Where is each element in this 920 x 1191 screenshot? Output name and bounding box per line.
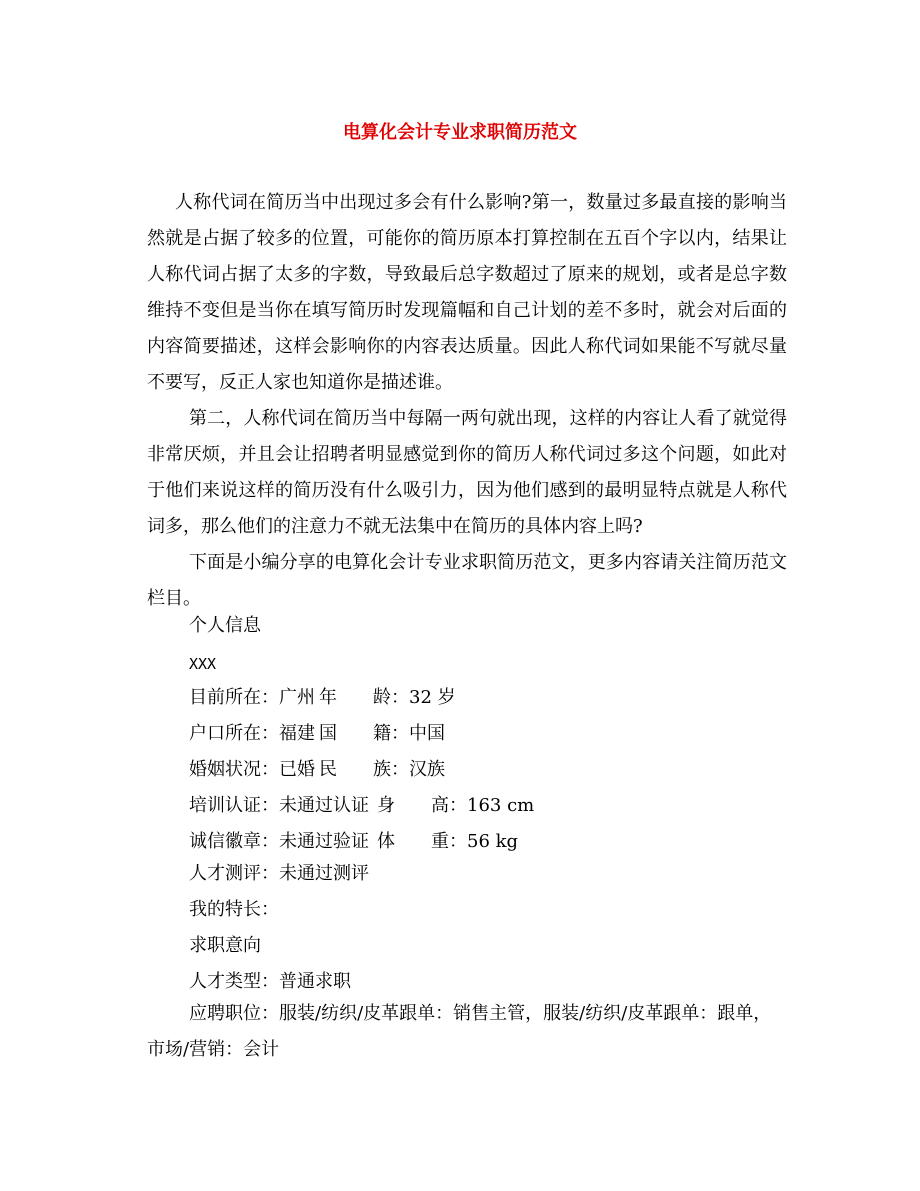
- info-label: 目前所在：: [189, 687, 279, 708]
- candidate-name: XXX: [189, 655, 217, 673]
- info-row-training: [189, 788, 534, 824]
- info-value-2: 163 cm: [467, 795, 535, 816]
- section-personal-info: 个人信息: [189, 615, 261, 636]
- info-label-2: 民 族：: [319, 759, 409, 780]
- info-value: 已婚: [279, 759, 315, 780]
- info-value-2: 汉族: [409, 759, 445, 780]
- info-value-2: 56 kg: [467, 831, 519, 852]
- talent-type: 人才类型：普通求职: [189, 971, 351, 992]
- applied-position: 应聘职位：服装/纺织/皮革跟单：销售主管，服装/纺织/皮革跟单：跟单，市场/营销：会计: [147, 1003, 772, 1060]
- info-value-2: 32 岁: [409, 687, 456, 708]
- talent-test: 人才测评：未通过测评: [189, 863, 369, 884]
- info-row-marital: [189, 752, 445, 788]
- section-job-intent: 求职意向: [189, 935, 261, 956]
- document-title: 电算化会计专业求职简历范文: [343, 122, 577, 143]
- info-value: 未通过验证: [279, 831, 369, 852]
- info-row-hukou: [189, 716, 445, 752]
- info-label-2: 国 籍：: [319, 723, 409, 744]
- info-label-2: 年 龄：: [319, 687, 409, 708]
- info-label: 诚信徽章：: [189, 831, 279, 852]
- info-label-2: 体 重：: [377, 831, 467, 852]
- info-label-2: 身 高：: [377, 795, 467, 816]
- paragraph-2: 第二，人称代词在简历当中每隔一两句就出现，这样的内容让人看了就觉得非常厌烦，并且会让招聘者明显感觉到你的简历人称代词过多这个问题，如此对于他们来说这样的简历没有什么吸引力，因为他们感到的最明显特点就是人称代词多，那么他们的注意力不就无法集中在简历的具体内容上吗?: [147, 408, 787, 537]
- info-label: 培训认证：: [189, 795, 279, 816]
- info-label: 婚姻状况：: [189, 759, 279, 780]
- paragraph-1: 人称代词在简历当中出现过多会有什么影响?第一，数量过多最直接的影响当然就是占据了较多的位置，可能你的简历原本打算控制在五百个字以内，结果让人称代词占据了太多的字数，导致最后总字数超过了原来的规划，或者是总字数维持不变但是当你在填写简历时发现篇幅和自己计划的差不多时，就会对后面的内容简要描述，这样会影响你的内容表达质量。因此人称代词如果能不写就尽量不要写，反正人家也知道你是描述谁。: [147, 192, 787, 393]
- info-label: 户口所在：: [189, 723, 279, 744]
- info-value: 福建: [279, 723, 315, 744]
- info-row-location: [189, 680, 456, 716]
- paragraph-3: 下面是小编分享的电算化会计专业求职简历范文，更多内容请关注简历范文栏目。: [147, 552, 787, 609]
- info-row-badge: [189, 824, 518, 860]
- info-value-2: 中国: [409, 723, 445, 744]
- info-value: 广州: [279, 687, 315, 708]
- info-value: 未通过认证: [279, 795, 369, 816]
- specialty: 我的特长：: [189, 899, 279, 920]
